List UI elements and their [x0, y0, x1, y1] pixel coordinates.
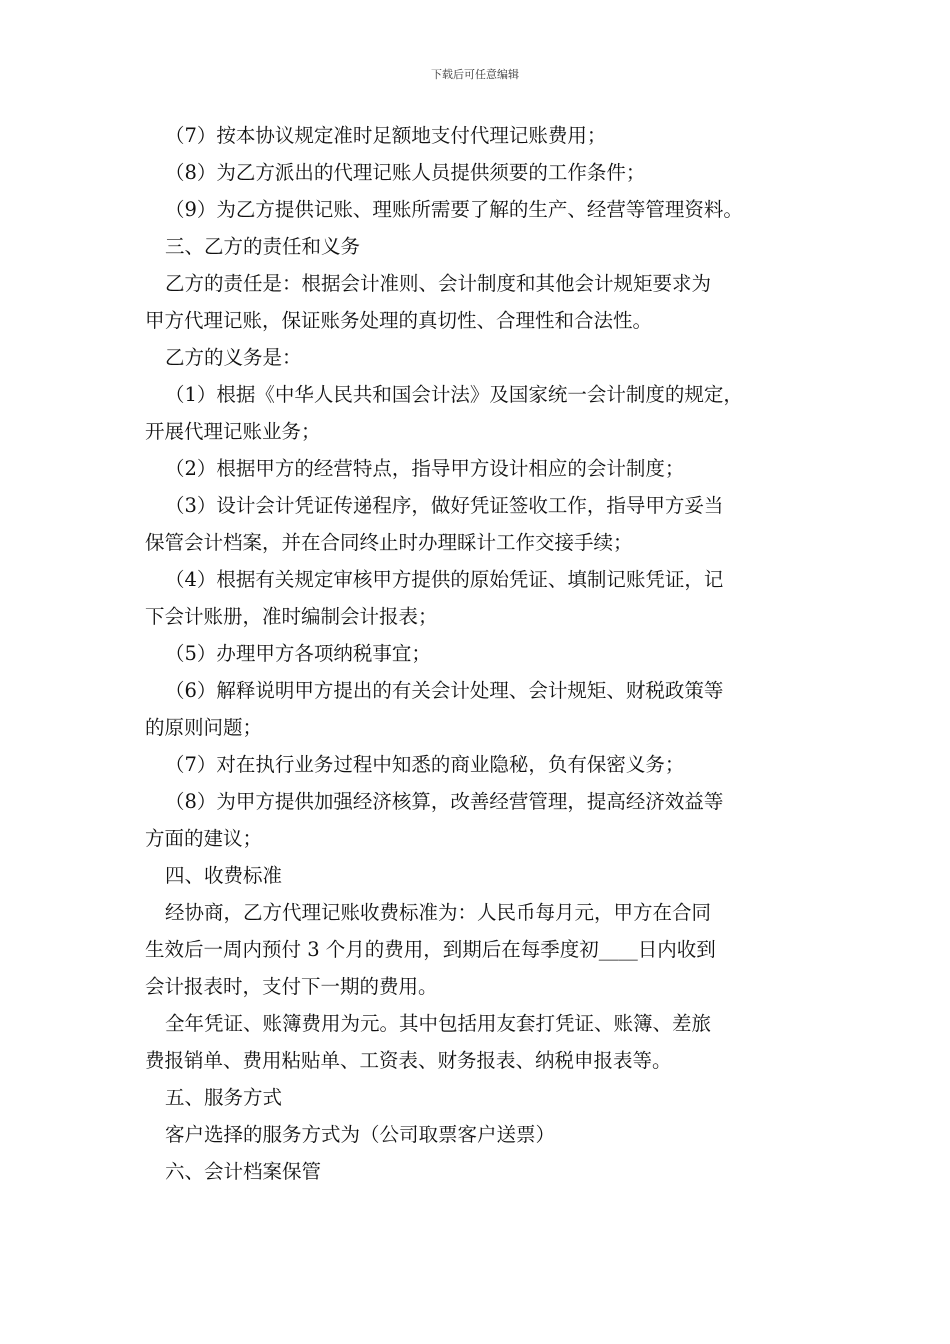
text-line: 生效后一周内预付 3 个月的费用，到期后在每季度初____日内收到	[145, 938, 716, 961]
text-line: （2）根据甲方的经营特点，指导甲方设计相应的会计制度；	[165, 457, 685, 480]
text-line: 乙方的责任是：根据会计准则、会计制度和其他会计规矩要求为	[165, 272, 712, 295]
page-header: 下载后可任意编辑	[431, 68, 519, 81]
text-line: （7）按本协议规定准时足额地支付代理记账费用；	[165, 124, 607, 147]
text-line: （5）办理甲方各项纳税事宜；	[165, 642, 431, 665]
text-line: 经协商，乙方代理记账收费标准为：人民币每月元，甲方在合同	[165, 901, 712, 924]
text-line: 三、乙方的责任和义务	[165, 235, 361, 258]
text-line: （8）为乙方派出的代理记账人员提供须要的工作条件；	[165, 161, 646, 184]
text-line: 乙方的义务是：	[165, 346, 302, 369]
text-line: 费报销单、费用粘贴单、工资表、财务报表、纳税申报表等。	[145, 1049, 672, 1072]
text-line: 客户选择的服务方式为（公司取票客户送票）	[165, 1123, 556, 1146]
text-line: 全年凭证、账簿费用为元。其中包括用友套打凭证、账簿、差旅	[165, 1012, 712, 1035]
text-line: 甲方代理记账，保证账务处理的真切性、合理性和合法性。	[145, 309, 653, 332]
text-line: 的原则问题；	[145, 716, 263, 739]
text-line: 四、收费标准	[165, 864, 283, 887]
text-line: 会计报表时，支付下一期的费用。	[145, 975, 438, 998]
text-line: 下会计账册，准时编制会计报表；	[145, 605, 438, 628]
text-line: （9）为乙方提供记账、理账所需要了解的生产、经营等管理资料。	[165, 198, 743, 221]
text-line: 六、会计档案保管	[165, 1160, 322, 1183]
text-line: （8）为甲方提供加强经济核算，改善经营管理，提高经济效益等	[165, 790, 724, 813]
text-line: 五、服务方式	[165, 1086, 283, 1109]
text-line: （7）对在执行业务过程中知悉的商业隐秘，负有保密义务；	[165, 753, 685, 776]
text-line: 方面的建议；	[145, 827, 263, 850]
document-body	[145, 117, 825, 1190]
text-line: 开展代理记账业务；	[145, 420, 321, 443]
text-line: （4）根据有关规定审核甲方提供的原始凭证、填制记账凭证，记	[165, 568, 724, 591]
text-line: （3）设计会计凭证传递程序，做好凭证签收工作，指导甲方妥当	[165, 494, 724, 517]
text-line: 保管会计档案，并在合同终止时办理睬计工作交接手续；	[145, 531, 633, 554]
text-line: （1）根据《中华人民共和国会计法》及国家统一会计制度的规定，	[165, 383, 743, 406]
text-line: （6）解释说明甲方提出的有关会计处理、会计规矩、财税政策等	[165, 679, 724, 702]
